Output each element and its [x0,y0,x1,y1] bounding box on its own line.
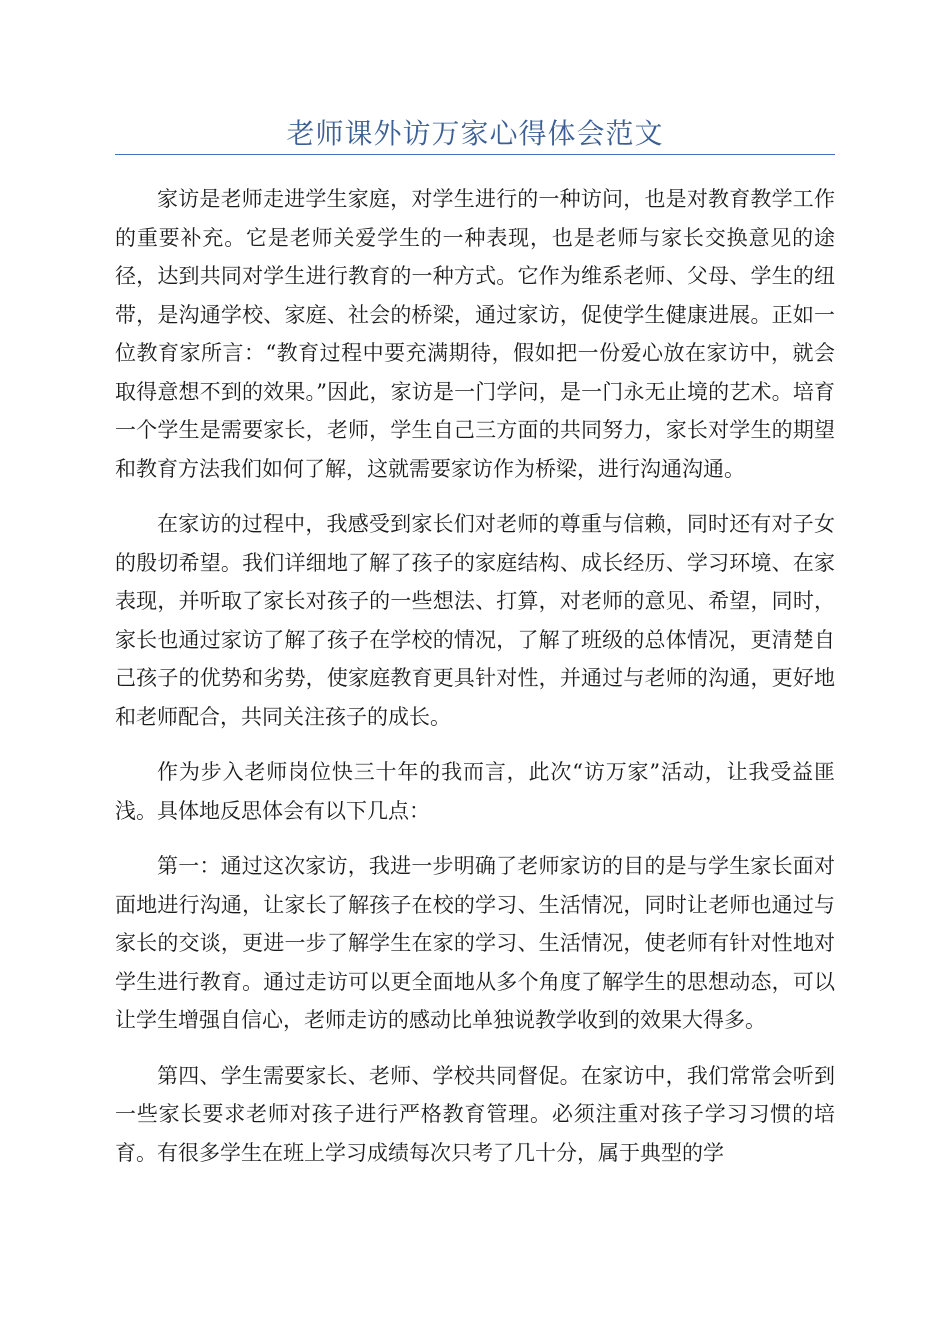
paragraph: 第一：通过这次家访，我进一步明确了老师家访的目的是与学生家长面对面地进行沟通，让家长了解孩子在校的学习、生活情况，同时让老师也通过与家长的交谈，更进一步了解学生在家的学习、生活情况，使老师有针对性地对学生进行教育。通过走访可以更全面地从多个角度了解学生的思想动态，可以让学生增强自信心，老师走访的感动比单独说教学收到的效果大得多。 [115,854,835,1032]
title-underline [115,154,835,155]
paragraph: 家访是老师走进学生家庭，对学生进行的一种访问，也是对教育教学工作的重要补充。它是老师关爱学生的一种表现，也是老师与家长交换意见的途径，达到共同对学生进行教育的一种方式。它作为维系老师、父母、学生的纽带，是沟通学校、家庭、社会的桥梁，通过家访，促使学生健康进展。正如一位教育家所言：“教育过程中要充满期待，假如把一份爱心放在家访中，就会取得意想不到的效果。”因此，家访是一门学问，是一门永无止境的艺术。培育一个学生是需要家长，老师，学生自己三方面的共同努力，家长对学生的期望和教育方法我们如何了解，这就需要家访作为桥梁，进行沟通沟通。 [115,187,835,481]
document-body [115,180,835,1189]
document-title: 老师课外访万家心得体会范文 [286,117,664,150]
paragraph: 在家访的过程中，我感受到家长们对老师的尊重与信赖，同时还有对子女的殷切希望。我们详细地了解了孩子的家庭结构、成长经历、学习环境、在家表现，并听取了家长对孩子的一些想法、打算，对老师的意见、希望，同时，家长也通过家访了解了孩子在学校的情况，了解了班级的总体情况，更清楚自己孩子的优势和劣势，使家庭教育更具针对性，并通过与老师的沟通，更好地和老师配合，共同关注孩子的成长。 [115,512,835,729]
paragraph: 第四、学生需要家长、老师、学校共同督促。在家访中，我们常常会听到一些家长要求老师对孩子进行严格教育管理。必须注重对孩子学习习惯的培育。有很多学生在班上学习成绩每次只考了几十分，属于典型的学 [115,1063,835,1165]
paragraph: 作为步入老师岗位快三十年的我而言，此次“访万家”活动，让我受益匪浅。具体地反思体会有以下几点： [115,760,835,823]
